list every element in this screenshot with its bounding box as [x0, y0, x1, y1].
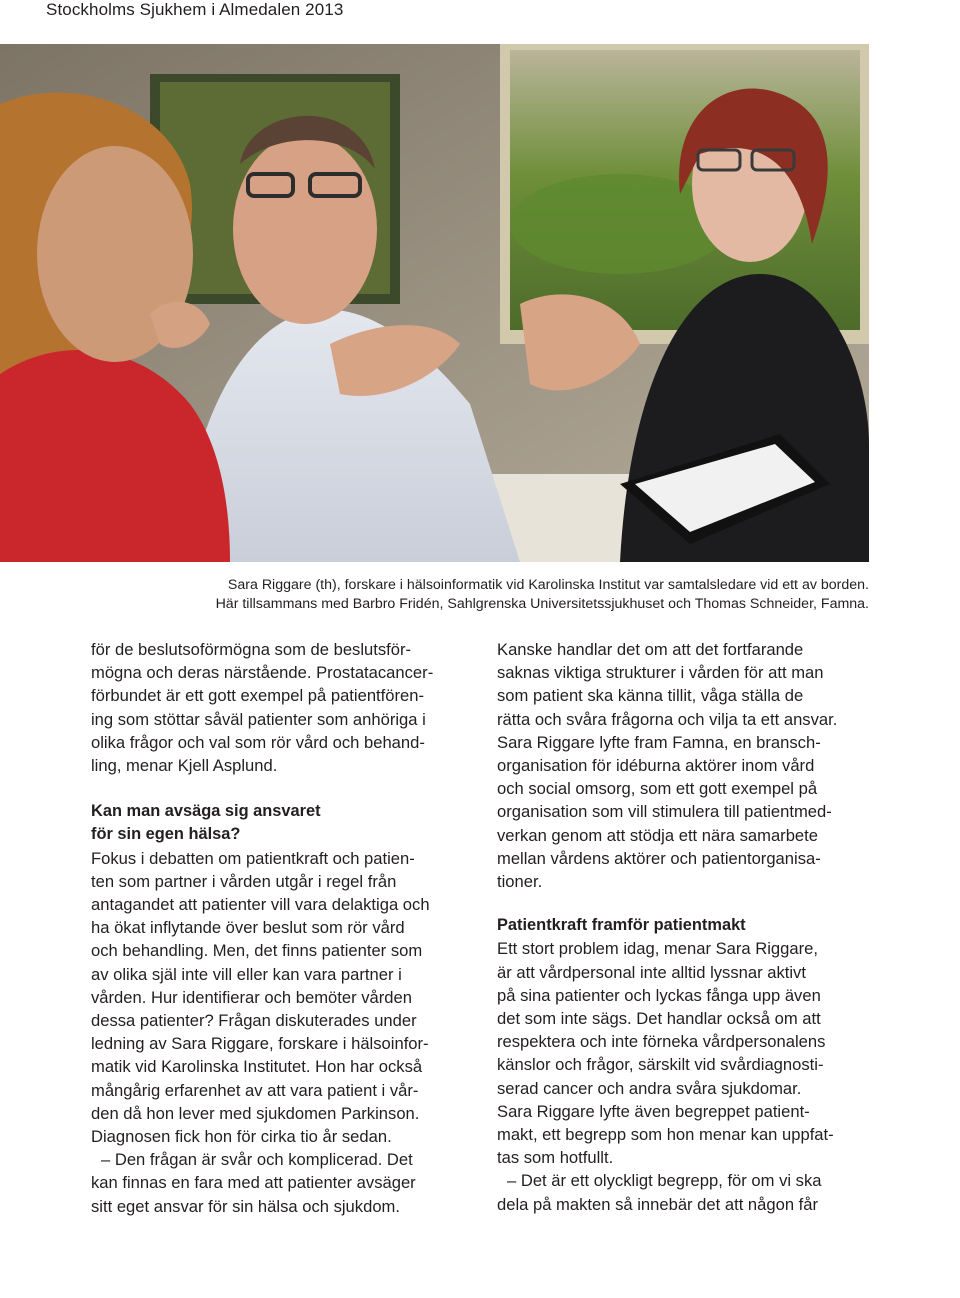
- text-line: Sara Riggare lyfte fram Famna, en bransch-: [497, 732, 821, 752]
- section-heading: Patientkraft framför patientmakt: [497, 916, 746, 935]
- text-line: det som inte sägs. Det handlar också om att: [497, 1009, 821, 1029]
- text-line: respektera och inte förneka vårdpersonalens: [497, 1032, 826, 1052]
- text-line: vården. Hur identifierar och bemöter vården: [91, 987, 412, 1007]
- text-line: serad cancer och andra svåra sjukdomar.: [497, 1078, 802, 1098]
- text-line: förbundet är ett gott exempel på patientfören-: [91, 686, 425, 706]
- text-line: tas som hotfullt.: [497, 1148, 614, 1168]
- paragraph-gap: [91, 777, 471, 800]
- text-line: dessa patienter? Frågan diskuterades under: [91, 1011, 417, 1031]
- text-line: saknas viktiga strukturer i vården för att man: [497, 663, 824, 683]
- text-line: ten som partner i vården utgår i regel från: [91, 871, 397, 891]
- text-line: organisation som vill stimulera till patientmed-: [497, 802, 832, 822]
- text-line: Ett stort problem idag, menar Sara Riggare,: [497, 939, 818, 959]
- text-line: Diagnosen fick hon för cirka tio år sedan.: [91, 1127, 392, 1147]
- quote-line: – Det är ett olyckligt begrepp, för om vi ska: [507, 1171, 822, 1191]
- text-line: är att vårdpersonal inte alltid lyssnar aktivt: [497, 962, 806, 982]
- text-line: ing som stöttar såväl patienter som anhöriga i: [91, 709, 426, 729]
- quote-line: kan finnas en fara med att patienter avsäger: [91, 1173, 416, 1193]
- text-line: den då hon lever med sjukdomen Parkinson.: [91, 1103, 420, 1123]
- quote-line: sitt eget ansvar för sin hälsa och sjukdom.: [91, 1196, 400, 1216]
- text-line: rätta och svåra frågorna och vilja ta ett ansvar.: [497, 709, 838, 729]
- text-line: verkan genom att stödja ett nära samarbete: [497, 825, 818, 845]
- text-line: mellan vårdens aktörer och patientorganisa-: [497, 848, 821, 868]
- paragraph-gap: [497, 893, 877, 914]
- quote-line: dela på makten så innebär det att någon får: [497, 1194, 819, 1214]
- text-line: antagandet att patienter vill vara delaktiga och: [91, 895, 430, 915]
- text-line: ledning av Sara Riggare, forskare i hälsoinfor-: [91, 1034, 429, 1054]
- text-line: mögna och deras närstående. Prostatacancer-: [91, 663, 434, 683]
- photo-caption: [109, 576, 869, 614]
- text-line: ling, menar Kjell Asplund.: [91, 756, 278, 776]
- running-header: Stockholms Sjukhem i Almedalen 2013: [46, 0, 344, 19]
- section-heading: Kan man avsäga sig ansvaret: [91, 802, 321, 821]
- text-line: och social omsorg, som ett gott exempel på: [497, 779, 818, 799]
- quote-line: – Den frågan är svår och komplicerad. Det: [101, 1150, 413, 1170]
- text-line: av olika själ inte vill eller kan vara partner i: [91, 964, 402, 984]
- text-line: som patient ska känna tillit, våga ställa de: [497, 686, 804, 706]
- text-line: mångårig erfarenhet av att vara patient i vår-: [91, 1080, 419, 1100]
- caption-line: Sara Riggare (th), forskare i hälsoinformatik vid Karolinska Institut var samtalsledare vid ett av borden.: [227, 577, 869, 593]
- text-line: olika frågor och val som rör vård och behand-: [91, 732, 425, 752]
- article-photo: [0, 44, 869, 562]
- text-line: organisation för idéburna aktörer inom vård: [497, 756, 815, 776]
- caption-line: Här tillsammans med Barbro Fridén, Sahlgrenska Universitetssjukhuset och Thomas Schneider, Famna.: [215, 596, 869, 612]
- text-line: känslor och frågor, särskilt vid svårdiagnosti-: [497, 1055, 824, 1075]
- text-line: Kanske handlar det om att det fortfarande: [497, 640, 804, 659]
- text-line: för de beslutsoförmögna som de beslutsför-: [91, 640, 412, 659]
- text-line: Fokus i debatten om patientkraft och patien-: [91, 848, 415, 868]
- left-column: [91, 638, 471, 1218]
- section-heading: för sin egen hälsa?: [91, 825, 241, 844]
- text-line: Sara Riggare lyfte även begreppet patient-: [497, 1101, 810, 1121]
- text-line: på sina patienter och lyckas fånga upp även: [497, 985, 821, 1005]
- text-line: och behandling. Men, det finns patienter som: [91, 941, 423, 961]
- photo-illustration: [0, 44, 869, 562]
- text-line: tioner.: [497, 872, 543, 892]
- text-line: matik vid Karolinska Institutet. Hon har också: [91, 1057, 423, 1077]
- text-line: makt, ett begrepp som hon menar kan uppfat-: [497, 1125, 834, 1145]
- text-line: ha ökat inflytande över beslut som rör vård: [91, 918, 405, 938]
- right-column: [497, 638, 877, 1216]
